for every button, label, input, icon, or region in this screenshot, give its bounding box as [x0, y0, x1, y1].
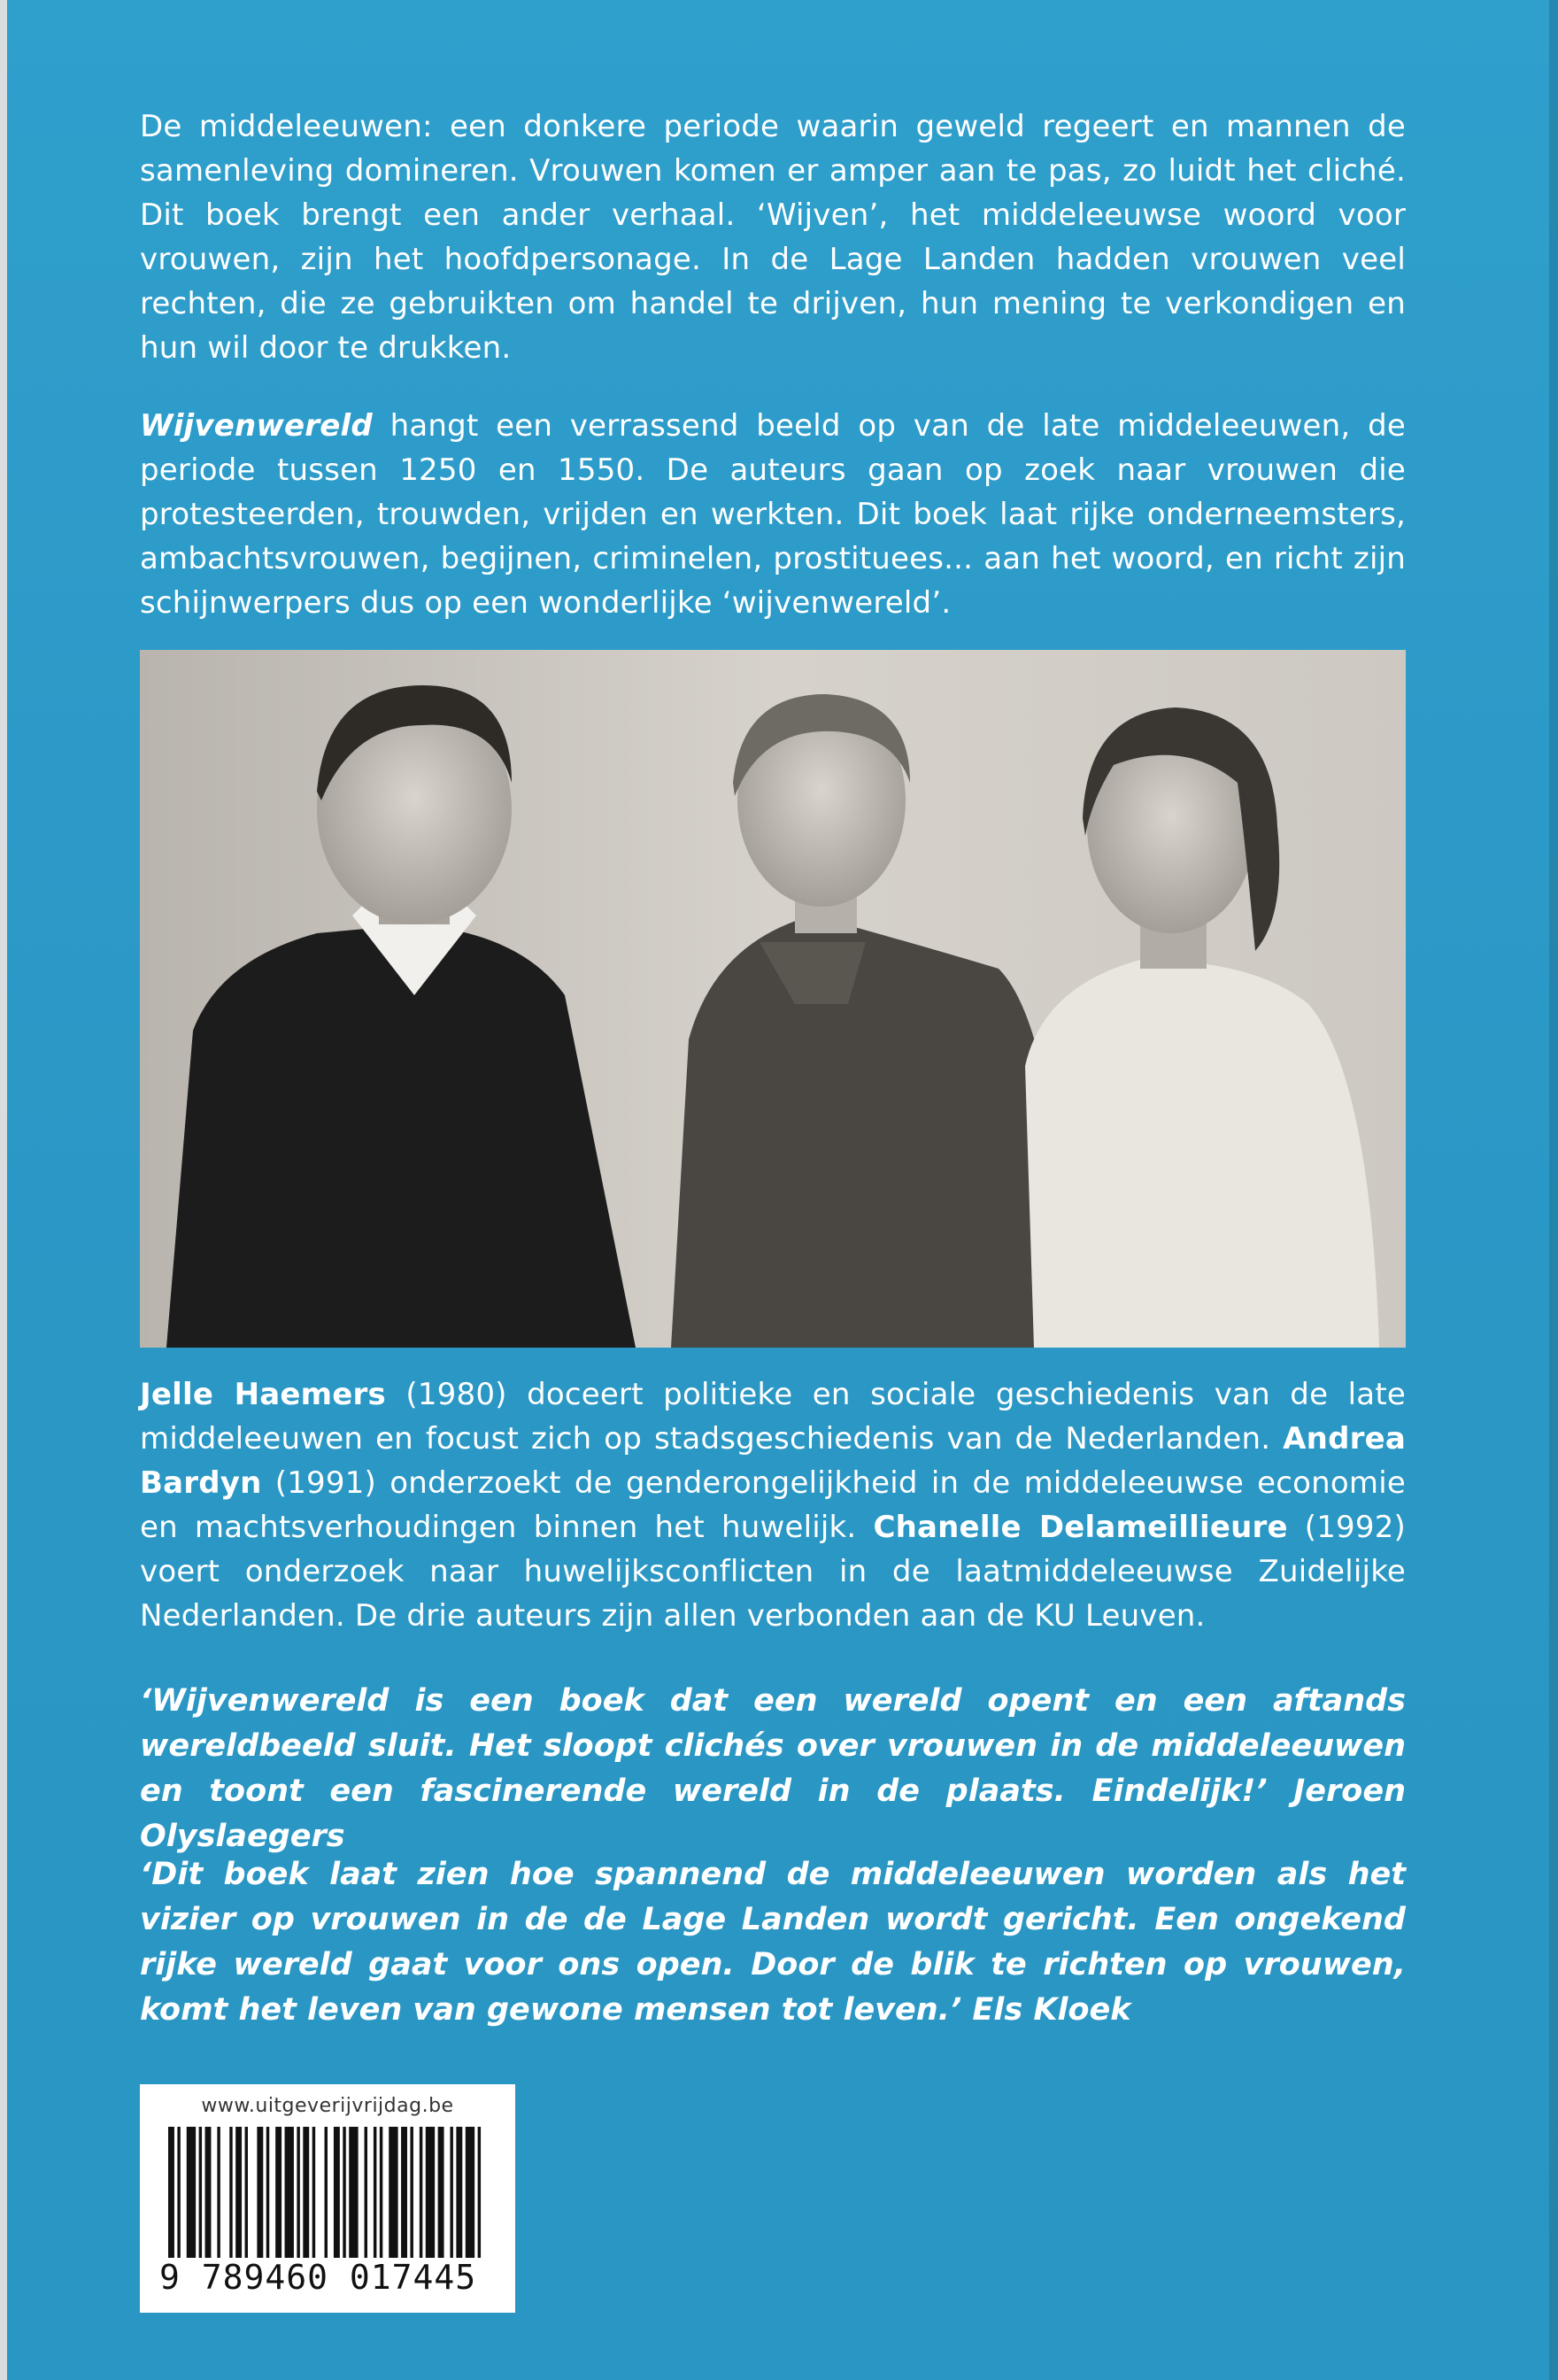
- cover-edge: [0, 0, 7, 2380]
- barcode-bar: [450, 2127, 452, 2258]
- barcode-bar: [177, 2127, 180, 2258]
- barcode-bar: [349, 2127, 358, 2258]
- review-quote: ‘Dit boek laat zien hoe spannend de middeleeuwen worden als het vizier op vrouwen in de de Lage Landen wordt gericht. Een ongekend rijke wereld gaat voor ons open. Door de blik te richten op vrouwen, komt het leven van gewone mensen tot leven.’ Els Kloek: [140, 1857, 1406, 2028]
- barcode-bar: [374, 2127, 376, 2258]
- barcode-bar: [297, 2127, 299, 2258]
- barcode-bar: [303, 2127, 309, 2258]
- barcode-bar: [257, 2127, 263, 2258]
- barcode-bar: [478, 2127, 481, 2258]
- barcode-bar: [365, 2127, 367, 2258]
- author-photo: [140, 650, 1406, 1348]
- book-title: Wijvenwereld: [140, 408, 373, 444]
- barcode-bar: [389, 2127, 397, 2258]
- barcode-panel: [140, 2084, 515, 2313]
- barcode-bar: [168, 2127, 174, 2258]
- barcode-bar: [426, 2127, 435, 2258]
- intro-paragraph: [140, 404, 1406, 625]
- barcode-bar: [334, 2127, 340, 2258]
- author-name: Andrea Bardyn: [140, 1421, 1406, 1501]
- barcode-bar: [235, 2127, 242, 2258]
- barcode-bar: [187, 2127, 196, 2258]
- barcode-bar: [285, 2127, 294, 2258]
- barcode-bar: [266, 2127, 269, 2258]
- barcode-bar: [410, 2127, 413, 2258]
- barcode-bar: [456, 2127, 462, 2258]
- barcode-bar: [420, 2127, 422, 2258]
- author-bios: [140, 1372, 1406, 1638]
- barcode-bar: [343, 2127, 345, 2258]
- barcode-bar: [229, 2127, 232, 2258]
- barcode-bar: [380, 2127, 382, 2258]
- barcode-bar: [199, 2127, 202, 2258]
- barcode-bar: [438, 2127, 444, 2258]
- barcode-bar: [217, 2127, 220, 2258]
- author-bio: (1980) doceert politieke en sociale geschiedenis van de late middeleeuwen en focust zich op stadsgeschiedenis van de Nederlanden.: [140, 1377, 1406, 1457]
- author-bio: (1991) onderzoekt de genderongelijkheid in de middeleeuwse economie en machtsverhoudingen binnen het huwelijk.: [140, 1465, 1406, 1545]
- publisher-url: www.uitgeverijvrijdag.be: [201, 2095, 454, 2117]
- barcode-bar: [466, 2127, 474, 2258]
- barcode-bar: [401, 2127, 407, 2258]
- cover-shadow: [1549, 0, 1558, 2380]
- intro-text: hangt een verrassend beeld op van de late middeleeuwen, de periode tussen 1250 en 1550. De auteurs gaan op zoek naar vrouwen die protesteerden, trouwden, vrijden en werkten. Dit boek laat rijke onderneemsters, ambachtsvrouwen, begijnen, criminelen, prostituees... aan het woord, en richt zijn schijnwerpers dus op een wonderlijke ‘wijvenwereld’.: [140, 408, 1406, 621]
- description-paragraph: De middeleeuwen: een donkere periode waarin geweld regeert en mannen de samenleving domineren. Vrouwen komen er amper aan te pas, zo luidt het cliché. Dit boek brengt een ander verhaal. ‘Wijven’, het middeleeuwse woord voor vrouwen, zijn het hoofdpersonage. In de Lage Landen hadden vrouwen veel rechten, die ze gebruikten om handel te drijven, hun mening te verkondigen en hun wil door te drukken.: [140, 109, 1406, 366]
- barcode-icon: [168, 2127, 487, 2258]
- author-name: Jelle Haemers: [140, 1377, 386, 1412]
- barcode-bar: [275, 2127, 282, 2258]
- author-bio: (1992) voert onderzoek naar huwelijksconflicten in de laatmiddeleeuwse Zuidelijke Nederlanden. De drie auteurs zijn allen verbonden aan de KU Leuven.: [140, 1510, 1407, 1634]
- barcode-bar: [312, 2127, 315, 2258]
- isbn-number: 9 789460 017445: [159, 2258, 477, 2297]
- review-quote: ‘Wijvenwereld is een boek dat een wereld opent en een aftands wereldbeeld sluit. Het sloopt clichés over vrouwen in de middeleeuwen en toont een fascinerende wereld in de plaats. Eindelijk!’ Jeroen Olyslaegers: [140, 1683, 1406, 1854]
- author-name: Chanelle Delameillieure: [873, 1510, 1288, 1545]
- barcode-bar: [245, 2127, 248, 2258]
- barcode-bar: [325, 2127, 328, 2258]
- barcode-bar: [205, 2127, 212, 2258]
